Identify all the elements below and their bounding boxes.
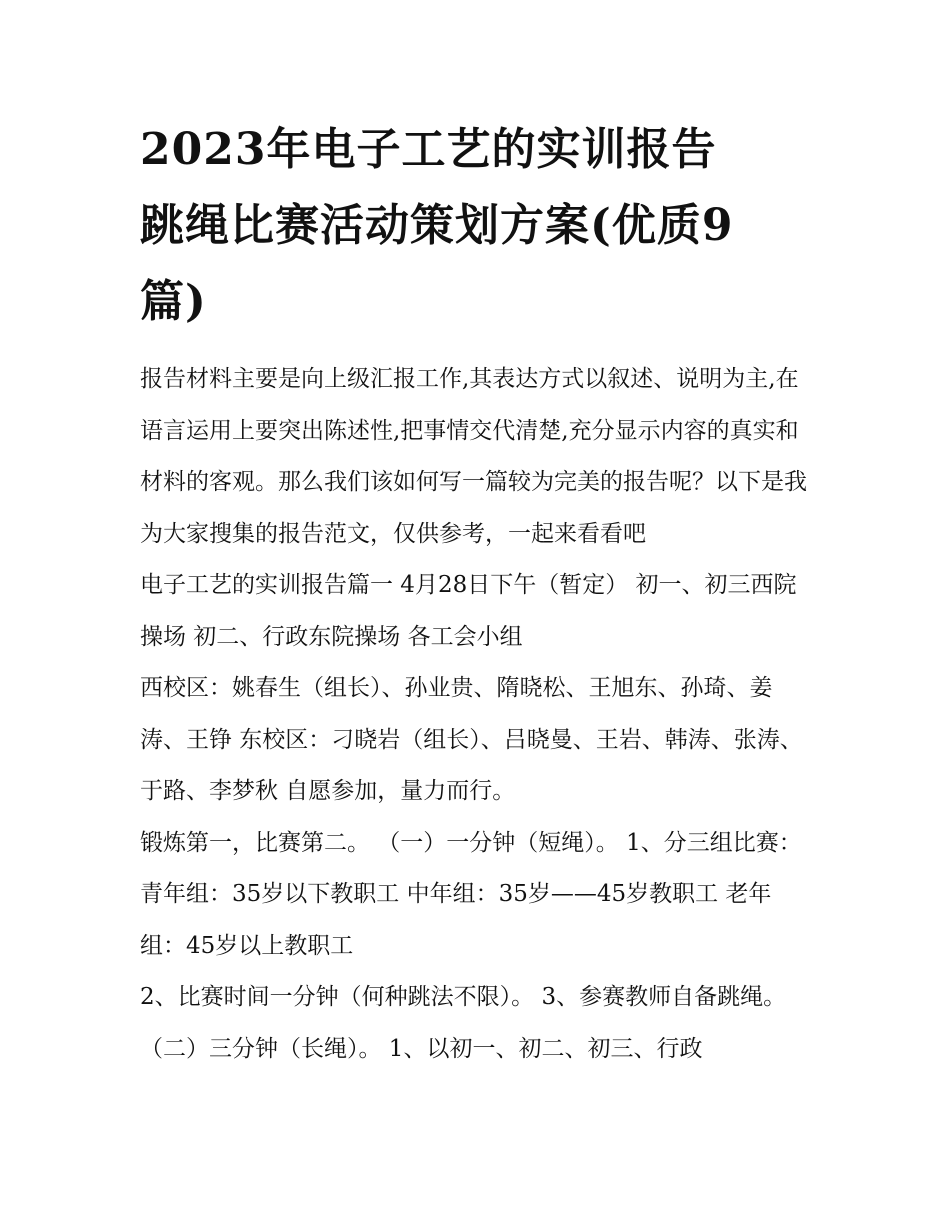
body-paragraph-rules-continued: 2、比赛时间一分钟（何种跳法不限）。 3、参赛教师自备跳绳。 （二）三分钟（长绳）。 1、以初一、初二、初三、行政 [140,984,787,1062]
body-paragraph-time-place: 电子工艺的实训报告篇一 4月28日下午（暂定） 初一、初三西院操场 初二、行政东院操场 各工会小组 [140,572,797,650]
body-paragraph-staff: 西校区：姚春生（组长）、孙业贵、隋晓松、王旭东、孙琦、姜涛、王铮 东校区：刁晓岩（组长）、吕晓曼、王岩、韩涛、张涛、于路、李梦秋 自愿参加，量力而行。 [140,675,803,804]
title-line-2: 跳绳比赛活动策划方案(优质9 [140,200,734,251]
intro-paragraph: 报告材料主要是向上级汇报工作,其表达方式以叙述、说明为主,在语言运用上要突出陈述性,把事情交代清楚,充分显示内容的真实和材料的客观。那么我们该如何写一篇较为完美的报告呢？以下是我为大家搜集的报告范文，仅供参考，一起来看看吧 [140,366,807,547]
document-title [140,112,815,340]
body-paragraph-rules: 锻炼第一，比赛第二。 （一）一分钟（短绳）。 1、分三组比赛： 青年组：35岁以下教职工 中年组：35岁——45岁教职工 老年组：45岁以上教职工 [140,829,802,959]
title-line-1: 2023年电子工艺的实训报告 [140,124,717,175]
document-page [140,112,815,1075]
title-line-3: 篇) [140,276,207,327]
